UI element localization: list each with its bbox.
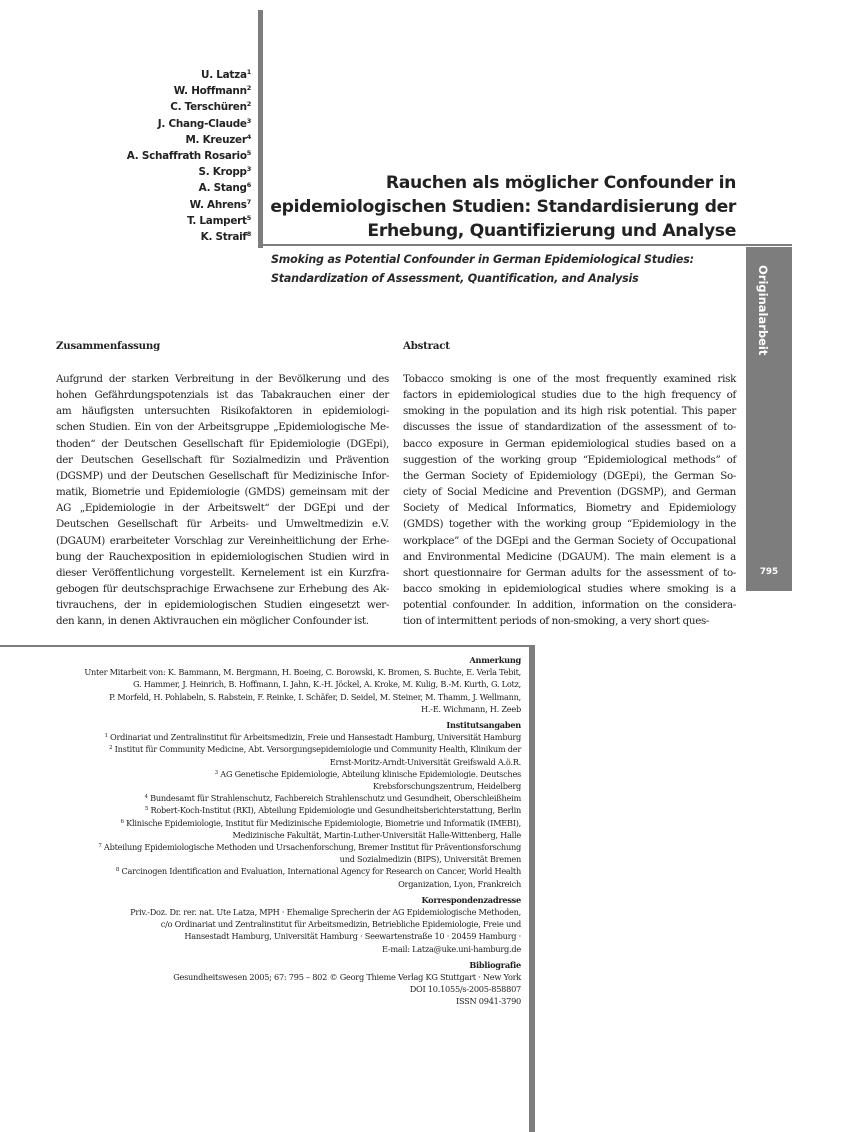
title-line: epidemiologischen Studien: Standardisierung der xyxy=(270,196,736,217)
institutsangaben-text xyxy=(31,731,521,890)
text-line: Aufgrund der starken Verbreitung in der Bevölkerung und des xyxy=(56,373,389,385)
note-line: Priv.-Doz. Dr. rer. nat. Ute Latza, MPH · Ehemalige Sprecherin der AG Epidemiologische Methoden, xyxy=(130,907,521,918)
title-underline-rule xyxy=(258,244,792,246)
affiliation-text: Organization, Lyon, Frankreich xyxy=(398,878,521,889)
author-affiliation-mark: 1 xyxy=(246,68,251,76)
note-line: Unter Mitarbeit von: K. Bammann, M. Bergmann, H. Boeing, C. Borowski, K. Bromen, S. Buchte, E. Verla Tebit, xyxy=(84,667,521,678)
author-affiliation-mark: 2 xyxy=(246,100,251,109)
korrespondenz-heading: Korrespondenzadresse xyxy=(421,894,521,905)
vertical-rule-bottom xyxy=(529,645,535,1132)
text-line: der Deutschen Gesellschaft für Sozialmedizin und Prävention xyxy=(56,453,389,466)
affiliation-text: Krebsforschungszentrum, Heidelberg xyxy=(372,781,521,792)
author-item xyxy=(127,213,251,229)
affiliation-text: Bundesamt für Strahlenschutz, Fachbereich Strahlenschutz und Gesundheit, Oberschleißheim xyxy=(150,793,521,804)
institutsangaben-heading: Institutsangaben xyxy=(446,720,521,731)
author-item xyxy=(127,83,251,99)
note-line: ISSN 0941-3790 xyxy=(455,996,521,1007)
affiliation-text: Abteilung Epidemiologische Methoden und Ursachenforschung, Bremer Institut für Präventionsforschung xyxy=(103,842,521,853)
text-line: short questionnaire for German adults for the assessment of to- xyxy=(403,566,736,579)
author-name: A. Stang xyxy=(198,182,247,195)
author-item xyxy=(127,67,251,83)
text-line: workplace” of the DGEpi and the German Society of Occupational xyxy=(403,534,736,547)
author-item xyxy=(127,148,251,164)
zusammenfassung-text xyxy=(56,371,389,630)
text-line: suggestion of the working group “Epidemiological methods” of xyxy=(403,453,736,466)
note-line: c/o Ordinariat und Zentralinstitut für Arbeitsmedizin, Betriebliche Epidemiologie, Freie und xyxy=(160,919,521,930)
title-line: Rauchen als möglicher Confounder in xyxy=(385,173,736,193)
affiliation-text: Institut für Community Medicine, Abt. Versorgungsepidemiologie und Community Health, Klinikum der xyxy=(114,744,521,755)
affiliation-text: Ernst-Moritz-Arndt-Universität Greifswald A.ö.R. xyxy=(329,756,521,767)
author-name: T. Lampert xyxy=(187,214,247,227)
affiliation-text: Medizinische Fakultät, Martin-Luther-Universität Halle-Wittenberg, Halle xyxy=(232,829,521,840)
text-line: am häufigsten untersuchten Risikofaktoren in epidemiologi- xyxy=(56,405,389,418)
author-item xyxy=(127,180,251,196)
author-affiliation-mark: 3 xyxy=(246,116,251,125)
author-affiliation-mark: 6 xyxy=(246,181,251,190)
author-name: W. Hoffmann xyxy=(173,85,247,98)
note-line: H.-E. Wichmann, H. Zeeb xyxy=(420,703,521,714)
text-line: (GMDS) together with the working group “Epidemiology in the xyxy=(403,518,736,531)
notes-top-rule xyxy=(0,645,535,647)
text-line: tion of intermittent periods of non-smoking, a very short ques- xyxy=(403,615,710,628)
affiliation-text: Robert-Koch-Institut (RKI), Abteilung Epidemiologie und Gesundheitsberichterstattung, Berlin xyxy=(150,805,521,816)
affiliation-line xyxy=(31,865,521,877)
affiliation-line xyxy=(31,743,521,755)
author-affiliation-mark: 8 xyxy=(246,230,251,239)
anmerkung-text xyxy=(31,666,521,715)
affiliation-line xyxy=(31,841,521,853)
note-line: G. Hammer, J. Heinrich, B. Hoffmann, I. Jahn, K.-H. Jöckel, A. Kroke, M. Kulig, B.-M. Kurth, G. Lotz, xyxy=(133,679,521,690)
author-name: J. Chang-Claude xyxy=(157,117,247,130)
note-line: DOI 10.1055/s-2005-858807 xyxy=(409,984,521,995)
bibliografie-heading: Bibliografie xyxy=(469,959,521,970)
text-line: AG „Epidemiologie in der Arbeitswelt“ der DGEpi und der xyxy=(56,502,389,515)
note-line: P. Morfeld, H. Pohlabeln, S. Rabstein, F. Reinke, I. Schäfer, D. Seidel, M. Steiner, M. Thamm, J. Wellmann, xyxy=(109,691,521,702)
page-number: 795 xyxy=(759,567,779,577)
english-title xyxy=(271,251,741,288)
affiliation-line xyxy=(31,768,521,780)
text-line: bung der Rauchexposition in epidemiologischen Studien wird in xyxy=(56,550,389,563)
affiliation-line xyxy=(31,878,521,890)
text-line: Tobacco smoking is one of the most frequently examined risk xyxy=(403,373,736,385)
author-affiliation-mark: 2 xyxy=(246,84,251,93)
author-name: C. Terschüren xyxy=(170,101,247,114)
affiliation-number: 5 xyxy=(144,806,149,813)
author-affiliation-mark: 5 xyxy=(246,213,251,222)
affiliation-number: 4 xyxy=(144,794,148,801)
vertical-rule-top xyxy=(258,10,263,248)
text-line: discusses the issue of standardization of the assessment of to- xyxy=(403,421,736,434)
subtitle-line: Standardization of Assessment, Quantification, and Analysis xyxy=(271,271,639,285)
korrespondenz-text xyxy=(31,906,521,955)
anmerkung-heading: Anmerkung xyxy=(469,655,521,665)
affiliation-number: 7 xyxy=(98,843,102,850)
text-line: (DGAUM) erarbeiteter Vorschlag zur Vereinheitlichung der Erhe- xyxy=(56,534,389,547)
abstract-text xyxy=(403,371,736,630)
text-line: gebogen für deutschsprachige Erwachsene zur Erhebung des Ak- xyxy=(56,583,389,596)
author-name: K. Straif xyxy=(200,231,247,244)
affiliation-number: 3 xyxy=(214,769,218,776)
affiliation-number: 8 xyxy=(115,867,120,874)
text-line: matik, Biometrie und Epidemiologie (GMDS) gemeinsam mit der xyxy=(56,486,389,499)
affiliation-line xyxy=(31,804,521,816)
text-line: dieser Veröffentlichung vorgestellt. Kernelement ist ein Kurzfra- xyxy=(56,566,389,579)
note-line: Gesundheitswesen 2005; 67: 795 – 802 © Georg Thieme Verlag KG Stuttgart · New York xyxy=(173,972,521,983)
affiliation-line xyxy=(31,853,521,865)
note-line: E-mail: Latza@uke.uni-hamburg.de xyxy=(381,943,521,954)
note-line: Hansestadt Hamburg, Universität Hamburg · Seewartenstraße 10 · 20459 Hamburg · xyxy=(184,931,521,942)
side-tab xyxy=(746,247,792,591)
affiliation-text: AG Genetische Epidemiologie, Abteilung klinische Epidemiologie. Deutsches xyxy=(220,768,521,779)
text-line: thoden“ der Deutschen Gesellschaft für Epidemiologie (DGEpi), xyxy=(56,437,389,450)
affiliation-number: 2 xyxy=(109,745,113,752)
author-name: A. Schaffrath Rosario xyxy=(126,150,247,163)
text-line: Deutschen Gesellschaft für Arbeits- und Umweltmedizin e.V. xyxy=(56,518,389,531)
bibliografie-text xyxy=(31,971,521,1008)
author-affiliation-mark: 5 xyxy=(246,149,251,158)
affiliation-line xyxy=(31,792,521,804)
text-line: tivrauchens, der in epidemiologischen Studien eingesetzt wer- xyxy=(56,599,389,612)
text-line: hohen Gefährdungspotenzials ist das Tabakrauchen einer der xyxy=(56,389,389,402)
article-title xyxy=(270,172,736,243)
affiliation-text: Ordinariat und Zentralinstitut für Arbeitsmedizin, Freie und Hansestadt Hamburg, Universität Hamburg xyxy=(110,732,521,743)
text-line: schen Studien. Ein von der Arbeitsgruppe „Epidemiologische Me- xyxy=(56,421,389,434)
affiliation-line xyxy=(31,817,521,829)
author-affiliation-mark: 7 xyxy=(246,197,251,206)
text-line: and Environmental Medicine (DGAUM). The main element is a xyxy=(403,550,736,563)
author-name: U. Latza xyxy=(201,69,247,81)
text-line: Society of Medical Informatics, Biometry and Epidemiology xyxy=(403,502,736,515)
author-item xyxy=(127,99,251,115)
author-item xyxy=(127,197,251,213)
text-line: smoking in the population and its high risk potential. This paper xyxy=(403,405,736,418)
text-line: den kann, in denen Aktivrauchen ein möglicher Confounder ist. xyxy=(56,615,369,628)
author-name: W. Ahrens xyxy=(189,198,247,211)
article-type-label: Originalarbeit xyxy=(756,265,770,356)
affiliation-line xyxy=(31,756,521,768)
author-item xyxy=(127,164,251,180)
subtitle-line: Smoking as Potential Confounder in German Epidemiological Studies: xyxy=(271,253,694,266)
author-item xyxy=(127,116,251,132)
affiliation-number: 6 xyxy=(120,818,124,825)
text-line: ciety of Social Medicine and Prevention (DGSMP), and German xyxy=(403,486,736,499)
affiliation-line xyxy=(31,780,521,792)
text-line: potential confounder. In addition, information on the considera- xyxy=(403,599,736,612)
author-name: M. Kreuzer xyxy=(185,133,247,146)
notes-block xyxy=(31,654,521,1008)
text-line: bacco exposure in German epidemiological studies based on a xyxy=(403,437,736,450)
affiliation-number: 1 xyxy=(104,733,108,740)
author-list xyxy=(127,67,251,245)
text-line: (DGSMP) und der Deutschen Gesellschaft für Medizinische Infor- xyxy=(56,469,389,482)
affiliation-line xyxy=(31,829,521,841)
affiliation-text: und Sozialmedizin (BIPS), Universität Bremen xyxy=(339,854,521,865)
affiliation-line xyxy=(31,731,521,743)
abstract-heading: Abstract xyxy=(403,340,450,352)
text-line: factors in epidemiological studies due to the high frequency of xyxy=(403,389,736,402)
author-affiliation-mark: 3 xyxy=(246,165,251,174)
title-line: Erhebung, Quantifizierung und Analyse xyxy=(367,220,736,241)
zusammenfassung-heading: Zusammenfassung xyxy=(56,340,161,352)
author-item xyxy=(127,132,251,148)
author-name: S. Kropp xyxy=(198,166,247,179)
author-item xyxy=(127,229,251,245)
author-affiliation-mark: 4 xyxy=(246,132,251,141)
affiliation-text: Carcinogen Identification and Evaluation, International Agency for Research on Cancer, World Health xyxy=(121,866,521,877)
text-line: bacco smoking in epidemiological studies where smoking is a xyxy=(403,583,736,596)
text-line: the German Society of Epidemiology (DGEpi), the German So- xyxy=(403,469,736,482)
affiliation-text: Klinische Epidemiologie, Institut für Medizinische Epidemiologie, Biometrie und Informatik (IMEBI), xyxy=(126,817,521,828)
